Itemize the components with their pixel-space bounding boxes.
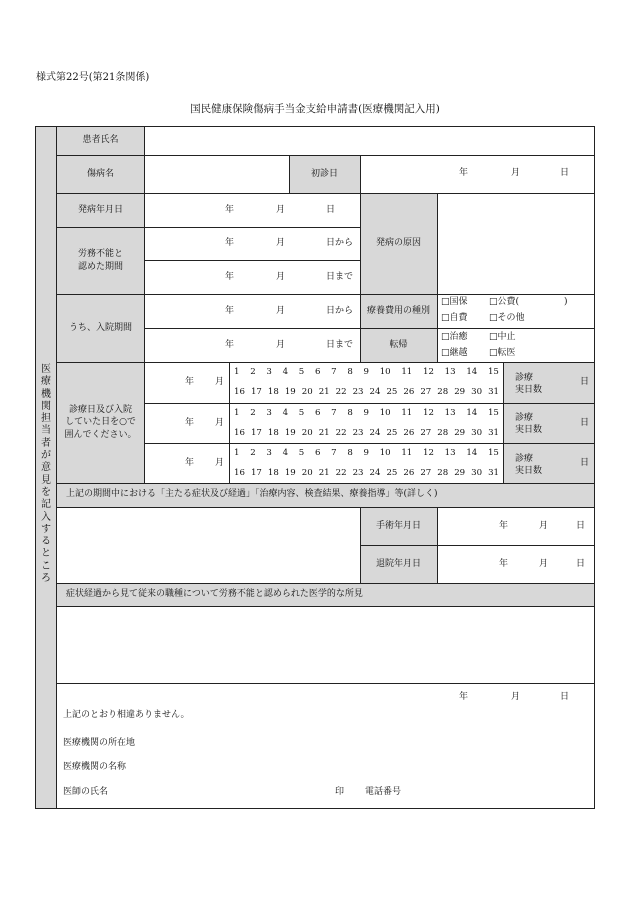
- day-number[interactable]: 19: [284, 428, 296, 438]
- day-number[interactable]: 15: [487, 448, 499, 458]
- day-number[interactable]: 2: [250, 448, 256, 458]
- opinion-header: 症状経過から見て従来の職種について労務不能と認められた医学的な所見: [66, 589, 363, 599]
- outcome-option-stopped[interactable]: □中止: [489, 332, 516, 342]
- day-number[interactable]: 24: [369, 468, 381, 478]
- visit3-count-label: 診療 実日数: [515, 454, 543, 476]
- day-number[interactable]: 17: [250, 468, 262, 478]
- day-number[interactable]: 11: [401, 367, 413, 377]
- first-visit-month: 月: [511, 168, 521, 178]
- surgery-day: 日: [576, 521, 586, 531]
- day-number[interactable]: 6: [314, 408, 321, 418]
- day-number[interactable]: 28: [437, 428, 449, 438]
- day-number[interactable]: 6: [314, 448, 321, 458]
- cost-option-kokuho[interactable]: □国保: [441, 297, 468, 307]
- label-onset-date: 発病年月日: [77, 204, 123, 215]
- incap-to-month: 月: [276, 272, 286, 282]
- label-first-visit: 初診日: [310, 168, 338, 179]
- day-number[interactable]: 24: [369, 428, 381, 438]
- visit1-count-label: 診療 実日数: [515, 373, 543, 395]
- visit2-count-unit: 日: [580, 418, 590, 428]
- cost-option-kohi[interactable]: □公費( ): [489, 297, 568, 307]
- discharge-year: 年: [499, 559, 509, 569]
- visit1-month: 月: [215, 377, 225, 387]
- visit2-days-row2: [234, 428, 499, 438]
- outcome-option-continued[interactable]: □継越: [441, 348, 468, 358]
- day-number[interactable]: 25: [386, 468, 398, 478]
- incap-from-month: 月: [276, 238, 286, 248]
- hosp-from-year: 年: [225, 306, 235, 316]
- day-number[interactable]: 16: [234, 387, 245, 397]
- day-number[interactable]: 20: [301, 468, 313, 478]
- form-number: 様式第22号(第21条関係): [36, 72, 150, 83]
- day-number[interactable]: 19: [284, 468, 296, 478]
- day-number[interactable]: 19: [284, 387, 296, 397]
- day-number[interactable]: 1: [234, 448, 240, 458]
- day-number[interactable]: 7: [331, 448, 337, 458]
- day-number[interactable]: 14: [466, 408, 478, 418]
- day-number[interactable]: 5: [298, 367, 305, 377]
- certify-text: 上記のとおり相違ありません。: [63, 710, 190, 720]
- day-number[interactable]: 11: [401, 408, 413, 418]
- day-number[interactable]: 8: [347, 448, 353, 458]
- visit3-days-row1: [234, 448, 499, 458]
- cost-option-other[interactable]: □その他: [489, 313, 525, 323]
- day-number[interactable]: 30: [471, 468, 483, 478]
- hosp-from-day: 日から: [326, 306, 354, 316]
- form-title: 国民健康保険傷病手当金支給申請書(医療機関記入用): [190, 103, 440, 115]
- cost-option-jihi[interactable]: □自費: [441, 313, 468, 323]
- onset-month: 月: [276, 205, 286, 215]
- visit1-year: 年: [185, 377, 195, 387]
- day-number[interactable]: 2: [250, 367, 256, 377]
- incap-to-day: 日まで: [326, 272, 354, 282]
- day-number[interactable]: 9: [363, 408, 369, 418]
- day-number[interactable]: 28: [437, 468, 449, 478]
- day-number[interactable]: 9: [363, 367, 369, 377]
- day-number[interactable]: 4: [282, 367, 289, 377]
- day-number[interactable]: 29: [454, 468, 466, 478]
- visit3-days-row2: [234, 468, 499, 478]
- day-number[interactable]: 12: [423, 367, 434, 377]
- day-number[interactable]: 29: [454, 428, 466, 438]
- day-number[interactable]: 10: [379, 448, 391, 458]
- visit1-days-row1: [234, 367, 499, 377]
- day-number[interactable]: 27: [420, 387, 432, 397]
- visit2-days-row1: [234, 408, 499, 418]
- sign-day: 日: [560, 692, 570, 702]
- label-facility-address: 医療機関の所在地: [63, 738, 136, 748]
- day-number[interactable]: 4: [282, 448, 289, 458]
- first-visit-day: 日: [560, 168, 570, 178]
- onset-day: 日: [326, 205, 336, 215]
- day-number[interactable]: 29: [454, 387, 466, 397]
- day-number[interactable]: 12: [423, 408, 434, 418]
- day-number[interactable]: 26: [403, 468, 415, 478]
- day-number[interactable]: 30: [471, 387, 483, 397]
- day-number[interactable]: 23: [352, 428, 364, 438]
- day-number[interactable]: 21: [318, 468, 330, 478]
- day-number[interactable]: 20: [301, 387, 313, 397]
- day-number[interactable]: 14: [466, 367, 478, 377]
- day-number[interactable]: 3: [266, 408, 272, 418]
- day-number[interactable]: 16: [234, 428, 245, 438]
- hosp-to-day: 日まで: [326, 340, 354, 350]
- day-number[interactable]: 7: [331, 367, 337, 377]
- day-number[interactable]: 10: [379, 408, 391, 418]
- day-number[interactable]: 1: [234, 408, 240, 418]
- day-number[interactable]: 26: [403, 428, 415, 438]
- day-number[interactable]: 17: [250, 428, 262, 438]
- label-surgery-date: 手術年月日: [375, 520, 421, 531]
- day-number[interactable]: 25: [386, 428, 398, 438]
- surgery-month: 月: [539, 521, 549, 531]
- visit1-count-unit: 日: [580, 377, 590, 387]
- day-number[interactable]: 13: [444, 408, 456, 418]
- narrative-header: 上記の期間中における「主たる症状及び経過」「治療内容、検査結果、療養指導」等(詳しく): [66, 489, 438, 499]
- discharge-month: 月: [539, 559, 549, 569]
- day-number[interactable]: 20: [301, 428, 313, 438]
- visit3-count-unit: 日: [580, 458, 590, 468]
- label-incapacity-period: 労務不能と 認めた期間: [77, 248, 123, 272]
- day-number[interactable]: 30: [471, 428, 483, 438]
- visit3-year: 年: [185, 458, 195, 468]
- side-label: 医 療 機 関 担 当 者 が 意 見 を 記 入 す る と こ ろ: [41, 364, 51, 585]
- visit1-days-row2: [234, 387, 499, 397]
- day-number[interactable]: 15: [487, 367, 499, 377]
- sign-year: 年: [459, 692, 469, 702]
- day-number[interactable]: 12: [423, 448, 434, 458]
- day-number[interactable]: 13: [444, 448, 456, 458]
- day-number[interactable]: 21: [318, 387, 330, 397]
- day-number[interactable]: 31: [488, 468, 499, 478]
- label-hospital-period: うち、入院期間: [68, 322, 132, 333]
- day-number[interactable]: 13: [444, 367, 456, 377]
- day-number[interactable]: 8: [347, 367, 353, 377]
- hosp-to-year: 年: [225, 340, 235, 350]
- incap-from-day: 日から: [326, 238, 354, 248]
- hosp-to-month: 月: [276, 340, 286, 350]
- day-number[interactable]: 14: [466, 448, 478, 458]
- day-number[interactable]: 7: [331, 408, 337, 418]
- day-number[interactable]: 8: [347, 408, 353, 418]
- day-number[interactable]: 3: [266, 367, 272, 377]
- day-number[interactable]: 11: [401, 448, 413, 458]
- outcome-option-cured[interactable]: □治癒: [441, 332, 468, 342]
- day-number[interactable]: 18: [267, 468, 279, 478]
- incap-to-year: 年: [225, 272, 235, 282]
- day-number[interactable]: 28: [437, 387, 449, 397]
- sign-month: 月: [511, 692, 521, 702]
- day-number[interactable]: 27: [420, 468, 432, 478]
- discharge-day: 日: [576, 559, 586, 569]
- day-number[interactable]: 9: [363, 448, 369, 458]
- label-cost-type: 療養費用の種別: [366, 305, 430, 316]
- day-number[interactable]: 16: [234, 468, 245, 478]
- first-visit-year: 年: [459, 168, 469, 178]
- label-onset-cause: 発病の原因: [375, 238, 421, 248]
- visit2-count-label: 診療 実日数: [515, 413, 543, 435]
- onset-year: 年: [225, 205, 235, 215]
- day-number[interactable]: 25: [386, 387, 398, 397]
- day-number[interactable]: 6: [314, 367, 321, 377]
- day-number[interactable]: 5: [298, 408, 305, 418]
- day-number[interactable]: 17: [250, 387, 262, 397]
- day-number[interactable]: 5: [298, 448, 305, 458]
- label-discharge-date: 退院年月日: [375, 558, 421, 569]
- day-number[interactable]: 22: [335, 387, 347, 397]
- day-number[interactable]: 26: [403, 387, 415, 397]
- day-number[interactable]: 10: [379, 367, 391, 377]
- hosp-from-month: 月: [276, 306, 286, 316]
- label-doctor-name: 医師の氏名: [63, 787, 109, 797]
- day-number[interactable]: 22: [335, 428, 347, 438]
- day-number[interactable]: 31: [488, 428, 499, 438]
- day-number[interactable]: 2: [250, 408, 256, 418]
- day-number[interactable]: 18: [267, 387, 279, 397]
- label-visit-days-note: 診療日及び入院 していた日を○で 囲んでください。: [64, 404, 137, 440]
- day-number[interactable]: 3: [266, 448, 272, 458]
- day-number[interactable]: 24: [369, 387, 381, 397]
- label-facility-name: 医療機関の名称: [63, 762, 127, 772]
- day-number[interactable]: 4: [282, 408, 289, 418]
- visit3-month: 月: [215, 458, 225, 468]
- seal-mark: 印: [335, 787, 345, 797]
- label-disease-name: 傷病名: [86, 168, 114, 179]
- day-number[interactable]: 23: [352, 468, 364, 478]
- day-number[interactable]: 23: [352, 387, 364, 397]
- day-number[interactable]: 15: [487, 408, 499, 418]
- label-patient-name: 患者氏名: [82, 135, 119, 145]
- incap-from-year: 年: [225, 238, 235, 248]
- day-number[interactable]: 27: [420, 428, 432, 438]
- label-outcome: 転帰: [389, 339, 408, 350]
- label-phone: 電話番号: [365, 787, 402, 797]
- outcome-option-transfer[interactable]: □転医: [489, 348, 516, 358]
- visit2-month: 月: [215, 418, 225, 428]
- day-number[interactable]: 21: [318, 428, 330, 438]
- day-number[interactable]: 1: [234, 367, 240, 377]
- day-number[interactable]: 22: [335, 468, 347, 478]
- surgery-year: 年: [499, 521, 509, 531]
- day-number[interactable]: 18: [267, 428, 279, 438]
- day-number[interactable]: 31: [488, 387, 499, 397]
- visit2-year: 年: [185, 418, 195, 428]
